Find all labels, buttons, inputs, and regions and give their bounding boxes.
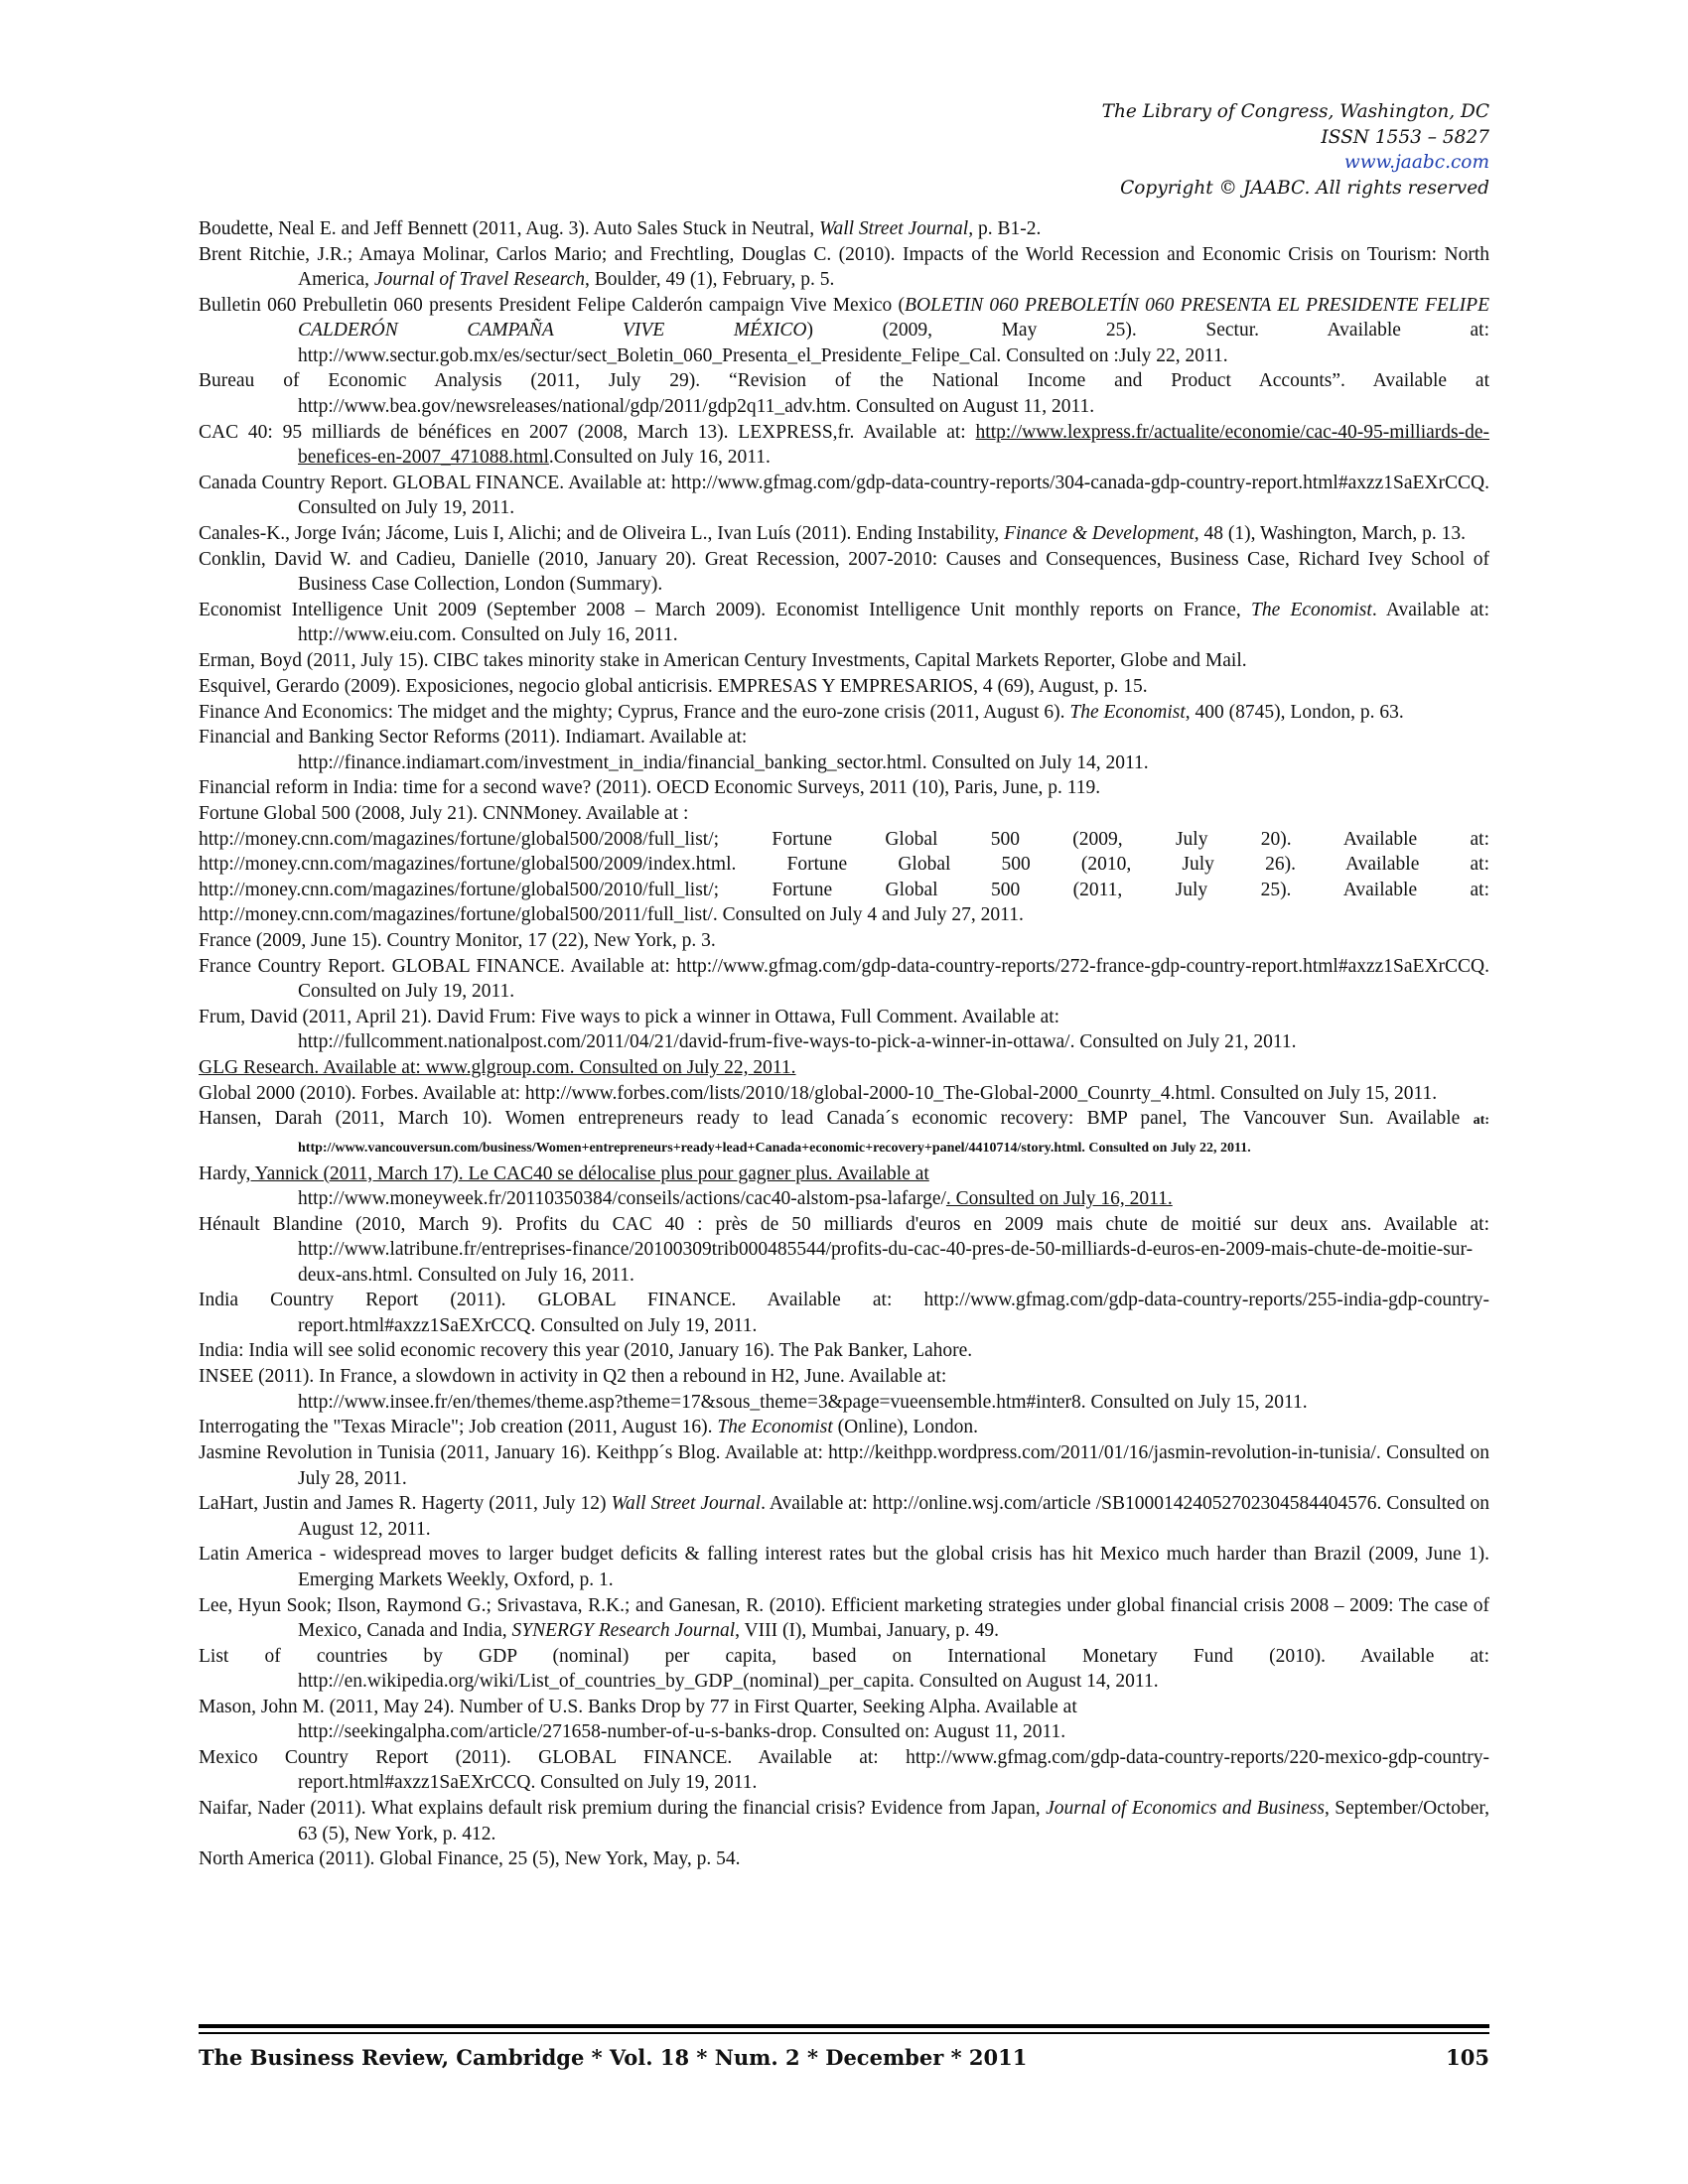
reference-item: North America (2011). Global Finance, 25 (5), New York, May, p. 54. <box>199 1848 741 1870</box>
footer-rule-thick <box>199 2024 1489 2028</box>
reference-item: http://money.cnn.com/magazines/fortune/global500/2008/full_list/; Fortune Global 500 (2009, July 20). Available at: http://money.cnn.com/magazines/fortune/global500/2009/index.html. Fortune Global 500 (2010, July 26). Available at: http://money.cnn.com/magazines/fortune/global500/2010/full_list/; Fortune Global 500 (2011, July 25). Available at: http://money.cnn.com/magazines/fortune/global500/2011/full_list/. Consulted on July 4 and July 27, 2011. <box>199 828 1489 926</box>
reference-item: Finance And Economics: The midget and the mighty; Cyprus, France and the euro-zone crisis (2011, August 6). The Economist, 400 (8745), London, p. 63. <box>199 701 1404 723</box>
header-library: The Library of Congress, Washington, DC <box>1101 101 1489 122</box>
reference-item: List of countries by GDP (nominal) per capita, based on International Monetary Fund (2010). Available at: http://en.wikipedia.org/wiki/List_of_countries_by_GDP_(nominal)_per_capita. Consulted on August 14, 2011. <box>199 1645 1489 1693</box>
reference-item: GLG Research. Available at: www.glgroup.com. Consulted on July 22, 2011. <box>199 1056 796 1078</box>
reference-item: Interrogating the "Texas Miracle"; Job creation (2011, August 16). The Economist (Online), London. <box>199 1417 979 1438</box>
reference-item: Conklin, David W. and Cadieu, Danielle (2010, January 20). Great Recession, 2007-2010: Causes and Consequences, Business Case, Richard Ivey School of Business Case Collection, London (Summary). <box>199 548 1489 596</box>
reference-item: Economist Intelligence Unit 2009 (September 2008 – March 2009). Economist Intelligence Unit monthly reports on France, The Economist. Available at: http://www.eiu.com. Consulted on July 16, 2011. <box>199 599 1489 646</box>
reference-item: India Country Report (2011). GLOBAL FINANCE. Available at: http://www.gfmag.com/gdp-data-country-reports/255-india-gdp-country-report.html#axzz1SaEXrCCQ. Consulted on July 19, 2011. <box>199 1290 1489 1336</box>
reference-item: France (2009, June 15). Country Monitor, 17 (22), New York, p. 3. <box>199 929 716 951</box>
reference-item: Mason, John M. (2011, May 24). Number of U.S. Banks Drop by 77 in First Quarter, Seeking Alpha. Available at http://seekingalpha.com/article/271658-number-of-u-s-banks-drop. Consulted on: August 11, 2011. <box>199 1696 1077 1743</box>
reference-item: CAC 40: 95 milliards de bénéfices en 2007 (2008, March 13). LEXPRESS,fr. Available at: http://www.lexpress.fr/actualite/economie/cac-40-95-milliards-de-benefices-en-2007_471088.html.Consulted on July 16, 2011. <box>199 421 1489 469</box>
reference-item: Boudette, Neal E. and Jeff Bennett (2011, Aug. 3). Auto Sales Stuck in Neutral, Wall Street Journal, p. B1-2. <box>199 218 1042 239</box>
header-issn: ISSN 1553 – 5827 <box>1321 126 1489 148</box>
header-copyright: Copyright © JAABC. All rights reserved <box>1120 177 1489 199</box>
reference-item: Erman, Boyd (2011, July 15). CIBC takes minority stake in American Century Investments, Capital Markets Reporter, Globe and Mail. <box>199 650 1247 671</box>
reference-item: Mexico Country Report (2011). GLOBAL FINANCE. Available at: http://www.gfmag.com/gdp-data-country-reports/220-mexico-gdp-country-report.html#axzz1SaEXrCCQ. Consulted on July 19, 2011. <box>199 1747 1489 1794</box>
reference-item: Esquivel, Gerardo (2009). Exposiciones, negocio global anticrisis. EMPRESAS Y EMPRESARIOS, 4 (69), August, p. 15. <box>199 675 1148 697</box>
footer-rule-thin <box>199 2032 1489 2034</box>
footer-journal-info: The Business Review, Cambridge * Vol. 18 * Num. 2 * December * 2011 <box>199 2045 1028 2070</box>
running-header <box>1102 99 1489 201</box>
page-number: 105 <box>1446 2045 1489 2070</box>
reference-item: Financial and Banking Sector Reforms (2011). Indiamart. Available at: http://finance.indiamart.com/investment_in_india/financial_banking_sector.html. Consulted on July 14, 2011. <box>199 727 1149 773</box>
reference-item: Brent Ritchie, J.R.; Amaya Molinar, Carlos Mario; and Frechtling, Douglas C. (2010). Impacts of the World Recession and Economic Crisis on Tourism: North America, Journal of Travel Research, Boulder, 49 (1), February, p. 5. <box>199 243 1489 291</box>
reference-item: India: India will see solid economic recovery this year (2010, January 16). The Pak Banker, Lahore. <box>199 1340 973 1362</box>
reference-item: LaHart, Justin and James R. Hagerty (2011, July 12) Wall Street Journal. Available at: http://online.wsj.com/article /SB10001424052702304584404576. Consulted on August 12, 2011. <box>199 1493 1489 1540</box>
reference-item: Canales-K., Jorge Iván; Jácome, Luis I, Alichi; and de Oliveira L., Ivan Luís (2011). Ending Instability, Finance & Development, 48 (1), Washington, March, p. 13. <box>199 522 1466 544</box>
reference-item: Hénault Blandine (2010, March 9). Profits du CAC 40 : près de 50 milliards d'euros en 2009 mais chute de moitié sur deux ans. Available at: http://www.latribune.fr/entreprises-finance/20100309trib000485544/profits-du-cac-40-pres-de-50-milliards-d-euros-en-2009-mais-chute-de-moitie-sur-deux-ans.html. Consulted on July 16, 2011. <box>199 1213 1489 1286</box>
reference-item: Latin America - widespread moves to larger budget deficits & falling interest rates but the global crisis has hit Mexico much harder than Brazil (2009, June 1). Emerging Markets Weekly, Oxford, p. 1. <box>199 1544 1489 1590</box>
reference-item: Global 2000 (2010). Forbes. Available at: http://www.forbes.com/lists/2010/18/global-2000-10_The-Global-2000_Counrty_4.html. Consulted on July 15, 2011. <box>199 1082 1438 1104</box>
reference-item: INSEE (2011). In France, a slowdown in activity in Q2 then a rebound in H2, June. Available at: http://www.insee.fr/en/themes/theme.asp?theme=17&sous_theme=3&page=vueensemble.htm#inter8. Consulted on July 15, 2011. <box>199 1366 1308 1413</box>
reference-item: Hansen, Darah (2011, March 10). Women entrepreneurs ready to lead Canada´s economic recovery: BMP panel, The Vancouver Sun. Available at: http://www.vancouversun.com/business/Women+entrepreneurs+ready+lead+Canada+economic+recovery+panel/4410714/story.html. Consulted on July 22, 2011. <box>199 1108 1489 1156</box>
reference-item: Lee, Hyun Sook; Ilson, Raymond G.; Srivastava, R.K.; and Ganesan, R. (2010). Efficient marketing strategies under global financial crisis 2008 – 2009: The case of Mexico, Canada and India, SYNERGY Research Journal, VIII (I), Mumbai, January, p. 49. <box>199 1594 1489 1641</box>
reference-item: Canada Country Report. GLOBAL FINANCE. Available at: http://www.gfmag.com/gdp-data-country-reports/304-canada-gdp-country-report.html#axzz1SaEXrCCQ. Consulted on July 19, 2011. <box>199 472 1489 519</box>
reference-item: Financial reform in India: time for a second wave? (2011). OECD Economic Surveys, 2011 (10), Paris, June, p. 119. <box>199 777 1101 799</box>
reference-item: Hardy, Yannick (2011, March 17). Le CAC40 se délocalise plus pour gagner plus. Available at http://www.moneyweek.fr/20110350384/conseils/actions/cac40-alstom-psa-lafarge/. Consulted on July 16, 2011. <box>199 1162 1173 1209</box>
reference-list <box>199 216 1489 1872</box>
reference-item: Bulletin 060 Prebulletin 060 presents President Felipe Calderón campaign Vive Mexico (BOLETIN 060 PREBOLETÍN 060 PRESENTA EL PRESIDENTE FELIPE CALDERÓN CAMPAÑA VIVE MÉXICO) (2009, May 25). Sectur. Available at: http://www.sectur.gob.mx/es/sectur/sect_Boletin_060_Presenta_el_Presidente_Felipe_Cal. Consulted on :July 22, 2011. <box>199 294 1490 366</box>
reference-item: Bureau of Economic Analysis (2011, July 29). “Revision of the National Income and Product Accounts”. Available at http://www.bea.gov/newsreleases/national/gdp/2011/gdp2q11_adv.htm. Consulted on August 11, 2011. <box>199 370 1489 417</box>
reference-item: France Country Report. GLOBAL FINANCE. Available at: http://www.gfmag.com/gdp-data-country-reports/272-france-gdp-country-report.html#axzz1SaEXrCCQ. Consulted on July 19, 2011. <box>199 955 1489 1003</box>
reference-item: Jasmine Revolution in Tunisia (2011, January 16). Keithpp´s Blog. Available at: http://keithpp.wordpress.com/2011/01/16/jasmin-revolution-in-tunisia/. Consulted on July 28, 2011. <box>199 1442 1489 1489</box>
header-website-link[interactable]: www.jaabc.com <box>1343 152 1489 173</box>
reference-item: Fortune Global 500 (2008, July 21). CNNMoney. Available at : <box>199 803 689 825</box>
reference-item: Frum, David (2011, April 21). David Frum: Five ways to pick a winner in Ottawa, Full Comment. Available at: http://fullcomment.nationalpost.com/2011/04/21/david-frum-five-ways-to-pick-a-winner-in-ottawa/. Consulted on July 21, 2011. <box>199 1006 1297 1053</box>
reference-item: Naifar, Nader (2011). What explains default risk premium during the financial crisis? Evidence from Japan, Journal of Economics and Business, September/October, 63 (5), New York, p. 412. <box>199 1798 1490 1844</box>
